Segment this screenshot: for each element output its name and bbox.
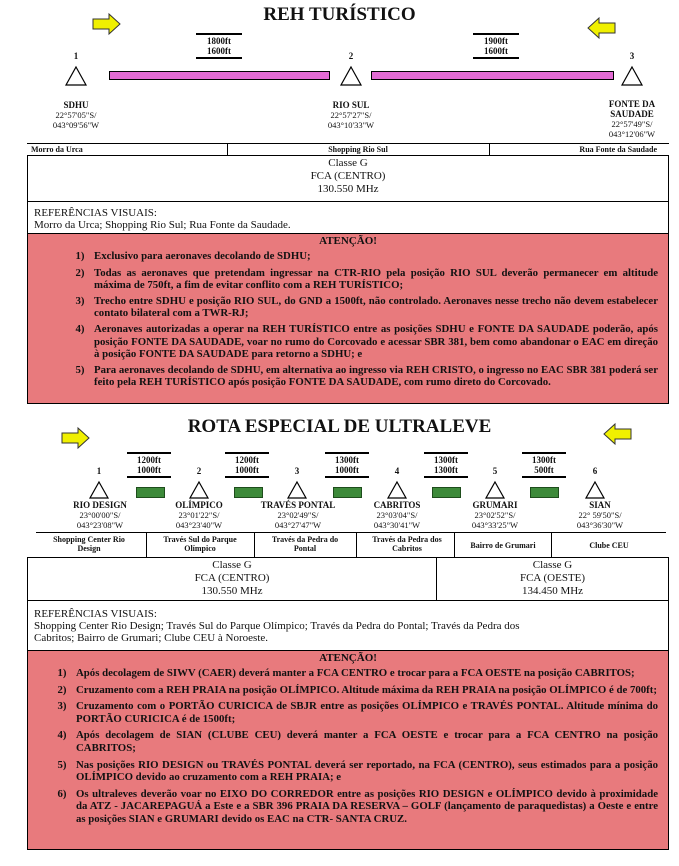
waypoint-fonte-da-saudade: FONTE DA SAUDADE 22°57'49"S/ 043°12'06"W [608,99,656,139]
waypoint-triangle-icon [65,66,87,86]
attention-item: 2) Todas as aeronaves que pretendam ingressar na CTR-RIO pela posição RIO SUL deverão permanecer em altitude máxima de 750ft, a fim de evitar conflito com a REH TURÍSTICO; [75,266,658,292]
frequency: 130.550 MHz [201,585,263,597]
attention-title: ATENÇÃO! [319,652,377,664]
section1-title: REH TURÍSTICO [263,4,416,25]
attention-item: 3) Cruzamento com o PORTÃO CURICICA de SBJR entre as posições OLÍMPICO e TRAVÉS PONTAL. Altitude mínima do PORTÃO CURICICA é de 1500ft; [57,700,658,725]
reference-shopping-center-rio-design: Shopping Center Rio Design [53,535,125,553]
reference-strip [36,532,666,558]
point-number-1: 1 [73,51,79,61]
airspace-class: Classe G [212,559,252,571]
visual-references-text: Shopping Center Rio Design; Través Sul do Parque Olímpico; Través da Pedra do Pontal; Través da Pedra dos [34,620,520,632]
arrow-left-icon [604,424,632,444]
reference-traves-sul-parque-olimpico: Través Sul do Parque Olímpico [163,535,237,553]
point-number-2: 2 [348,51,354,61]
attention-item: 1) Exclusivo para aeronaves decolando de SDHU; [75,250,311,262]
airspace-class-box-oeste [436,557,669,601]
attention-title: ATENÇÃO! [319,235,377,247]
route-segment-bar [432,487,461,498]
point-number-4: 4 [394,466,400,476]
waypoint-traves-pontal: TRAVÉS PONTAL 23°02'49"S/ 043°27'47"W [260,500,336,530]
attention-item: 6) Os ultraleves deverão voar no EIXO DO CORREDOR entre as posições RIO DESIGN e OLÍMPICO devido à proximidade da ATZ - JACAREPAGUÁ a Este e a SBR 396 PRAIA DA RESERVA – GOLF (lançamento de paraquedistas) a Oeste e entre as posições SIAN e GRUMARI devido os EAC na CTR- SANTA CRUZ. [57,787,658,825]
waypoint-triangle-icon [585,481,605,499]
route-segment-bar [234,487,263,498]
reference-traves-pedra-cabritos: Través da Pedra dos Cabritos [372,535,442,553]
fca-label: FCA (CENTRO) [194,572,270,584]
reference-morro-da-urca: Morro da Urca [31,145,83,154]
waypoint-rio-design: RIO DESIGN 23°00'00"S/ 043°23'08"W [73,500,127,530]
altitude-label-4: 1300ft 1300ft [424,452,468,478]
point-number-6: 6 [592,466,598,476]
point-number-2: 2 [196,466,202,476]
waypoint-triangle-icon [340,66,362,86]
attention-item: 3) Trecho entre SDHU e posição RIO SUL, do GND a 1500ft, não controlado. Aeronaves nesse trecho não devem estabelecer contato bilateral com a TWR-RJ; [75,294,658,320]
section2-title: ROTA ESPECIAL DE ULTRALEVE [187,416,492,437]
waypoint-triangle-icon [287,481,307,499]
attention-item: 1) Após decolagem de SIWV (CAER) deverá manter a FCA CENTRO e trocar para a FCA OESTE na posição CABRITOS; [57,667,635,679]
attention-item: 4) Após decolagem de SIAN (CLUBE CEU) deverá manter a FCA OESTE e trocar para a FCA CENTRO na posição CABRITOS; [57,729,658,754]
altitude-label-1: 1200ft 1000ft [127,452,171,478]
reference-clube-ceu: Clube CEU [589,541,629,550]
waypoint-sdhu: SDHU 22°57'05"S/ 043°09'56"W [52,100,100,130]
reference-rua-fonte-da-saudade: Rua Fonte da Saudade [579,145,657,154]
arrow-right-icon [62,428,90,448]
route-segment-bar [530,487,559,498]
airspace-class: Classe G [532,559,573,571]
fca-label: FCA (OESTE) [519,572,586,584]
altitude-label-3: 1300ft 1000ft [325,452,369,478]
frequency: 134.450 MHz [521,585,584,597]
attention-item: 5) Nas posições RIO DESIGN ou TRAVÉS PONTAL deverá ser reportado, na FCA (CENTRO), seus estimados para a posição OLÍMPICO devido ao cruzamento com a REH PRAIA; e [57,758,658,784]
visual-references-box [27,600,669,651]
point-number-5: 5 [492,466,498,476]
arrow-right-icon [93,14,121,34]
waypoint-olimpico: OLÍMPICO 23°01'22"S/ 043°23'40"W [175,500,223,530]
airspace-class: Classe G [328,157,368,169]
altitude-label-1: 1800ft 1600ft [196,33,242,59]
waypoint-triangle-icon [189,481,209,499]
airspace-class-box [27,155,669,202]
reference-bairro-de-grumari: Bairro de Grumari [470,541,536,550]
route-segment-bar [109,71,330,80]
point-number-3: 3 [294,466,300,476]
waypoint-triangle-icon [387,481,407,499]
altitude-label-2: 1900ft 1600ft [473,33,519,59]
waypoint-triangle-icon [89,481,109,499]
reference-shopping-rio-sul: Shopping Rio Sul [328,145,388,154]
airspace-class-box-centro [27,557,437,601]
altitude-label-5: 1300ft 500ft [522,452,566,478]
attention-item: 4) Aeronaves autorizadas a operar na REH TURÍSTICO entre as posições SDHU e FONTE DA SAUDADE poderão, após posição FONTE DA SAUDADE, voar no rumo do Corcovado e acessar SBR 381, bem como abandonar o EAC em direção à posição FONTE DA SAUDADE para retorno a SDHU; e [75,322,658,361]
fca-label: FCA (CENTRO) [310,170,386,182]
waypoint-rio-sul: RIO SUL 22°57'27"S/ 043°10'33"W [327,100,375,130]
frequency: 130.550 MHz [317,183,379,195]
visual-references-text: Cabritos; Bairro de Grumari; Clube CEU à Noroeste. [34,632,269,644]
point-number-1: 1 [96,466,102,476]
attention-item: 5) Para aeronaves decolando de SDHU, em alternativa ao ingresso via REH CRISTO, o ingresso no EAC SBR 381 poderá ser feito pela REH TURÍSTICO após posição FONTE DA SAUDADE, com rumo direto do Corcovado. [75,363,658,389]
attention-box [27,233,669,404]
visual-references-label: REFERÊNCIAS VISUAIS: [34,608,157,620]
waypoint-triangle-icon [485,481,505,499]
arrow-left-icon [588,18,616,38]
reference-traves-pedra-pontal: Través da Pedra do Pontal [271,535,339,553]
route-segment-bar [333,487,362,498]
altitude-label-2: 1200ft 1000ft [225,452,269,478]
route-segment-bar [371,71,614,80]
attention-box [27,650,669,850]
waypoint-grumari: GRUMARI 23°02'52"S/ 043°33'25"W [471,500,519,530]
attention-item: 2) Cruzamento com a REH PRAIA na posição OLÍMPICO. Altitude máxima da REH PRAIA na posição OLÍMPICO é de 700ft; [57,683,657,696]
point-number-3: 3 [629,51,635,61]
visual-references-box [27,201,669,234]
waypoint-triangle-icon [621,66,643,86]
visual-references-label: REFERÊNCIAS VISUAIS: [34,207,157,219]
waypoint-cabritos: CABRITOS 23°03'04"S/ 043°30'41"W [373,500,421,530]
waypoint-sian: SIAN 22° 59'50"S/ 043°36'30"W [576,500,624,530]
visual-references-text: Morro da Urca; Shopping Rio Sul; Rua Fonte da Saudade. [34,219,291,231]
route-segment-bar [136,487,165,498]
